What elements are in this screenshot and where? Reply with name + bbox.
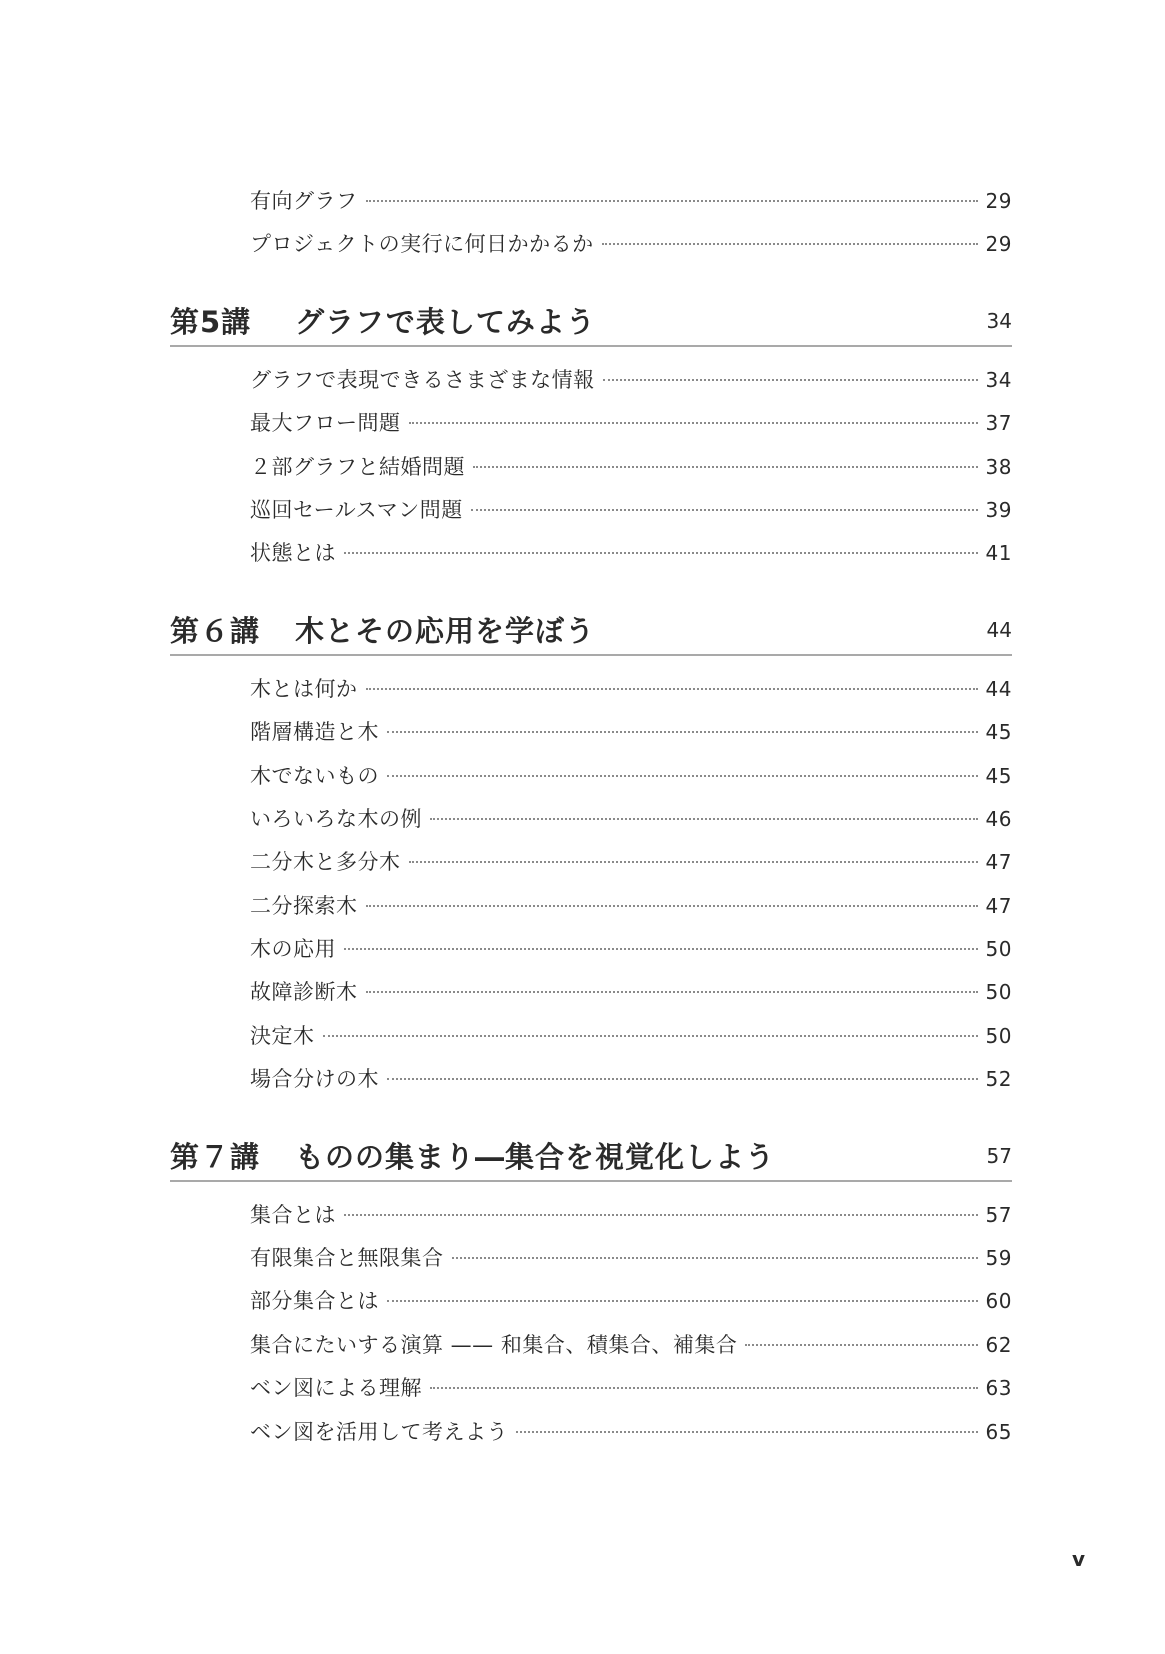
entry-page-number: 29 [985, 232, 1012, 257]
table-of-contents [170, 180, 1012, 1454]
entry-title: 木でないもの [250, 763, 379, 788]
chapter-number: 第5講 [170, 305, 252, 340]
dot-leader [516, 1431, 978, 1433]
spacer [170, 576, 1012, 606]
toc-entry[interactable] [250, 885, 1012, 928]
entry-page-number: 29 [985, 189, 1012, 213]
entry-title: 集合にたいする演算 —— 和集合、積集合、補集合 [250, 1332, 738, 1357]
toc-entry[interactable] [250, 532, 1012, 575]
entry-title: 決定木 [250, 1023, 315, 1048]
entry-title: 二分木と多分木 [250, 850, 401, 875]
toc-entry[interactable] [250, 1367, 1012, 1410]
toc-entry[interactable] [250, 1280, 1012, 1323]
dot-leader [409, 422, 978, 424]
spacer [170, 267, 1012, 297]
toc-entry[interactable] [250, 223, 1012, 266]
dot-leader [602, 243, 978, 245]
chapter-page-number: 34 [986, 308, 1012, 333]
entry-page-number: 45 [985, 763, 1012, 788]
dot-leader [387, 775, 978, 777]
dot-leader [471, 509, 978, 511]
entry-title: いろいろな木の例 [250, 806, 422, 831]
chapter-number: 第７講 [170, 1140, 261, 1175]
toc-entry[interactable] [250, 1411, 1012, 1454]
spacer [170, 1102, 1012, 1132]
page-folio: v [1072, 1547, 1086, 1571]
entry-title: 有限集合と無限集合 [250, 1246, 444, 1271]
dot-leader [366, 200, 978, 202]
toc-entry[interactable] [250, 489, 1012, 532]
chapter-heading[interactable] [170, 1132, 1012, 1182]
toc-entry[interactable] [250, 755, 1012, 798]
toc-entry[interactable] [250, 1058, 1012, 1101]
dot-leader [387, 1300, 978, 1302]
entry-page-number: 60 [985, 1289, 1012, 1314]
entry-title: 故障診断木 [250, 980, 358, 1005]
toc-entry[interactable] [250, 1237, 1012, 1280]
toc-entry[interactable] [250, 711, 1012, 754]
entry-title: ２部グラフと結婚問題 [250, 454, 465, 479]
chapter-page-number: 57 [986, 1143, 1012, 1168]
dot-leader [430, 1387, 978, 1389]
dot-leader [387, 1078, 978, 1080]
toc-entry[interactable] [250, 446, 1012, 489]
entry-title: ベン図を活用して考えよう [250, 1419, 508, 1444]
entry-title: 階層構造と木 [250, 720, 379, 745]
entry-title: 状態とは [250, 541, 336, 566]
dot-leader [745, 1344, 977, 1346]
dot-leader [344, 948, 978, 950]
toc-entry[interactable] [250, 798, 1012, 841]
chapter-title: 木とその応用を学ぼう [295, 614, 596, 649]
entry-page-number: 50 [985, 980, 1012, 1005]
toc-entry[interactable] [250, 180, 1012, 223]
entry-page-number: 50 [985, 937, 1012, 962]
entry-title: ベン図による理解 [250, 1376, 422, 1401]
dot-leader [387, 731, 978, 733]
toc-entry[interactable] [250, 928, 1012, 971]
dot-leader [344, 1214, 978, 1216]
dot-leader [430, 818, 978, 820]
entry-page-number: 38 [985, 454, 1012, 479]
dot-leader [323, 1035, 978, 1037]
entry-page-number: 39 [985, 497, 1012, 522]
entry-title: プロジェクトの実行に何日かかるか [250, 232, 594, 257]
entry-title: 有向グラフ [250, 189, 358, 213]
entry-page-number: 45 [985, 720, 1012, 745]
dot-leader [452, 1257, 978, 1259]
entry-title: グラフで表現できるさまざまな情報 [250, 367, 595, 392]
entry-title: 二分探索木 [250, 893, 358, 918]
entry-title: 巡回セールスマン問題 [250, 497, 463, 522]
chapter-page-number: 44 [986, 617, 1012, 642]
entry-page-number: 62 [985, 1332, 1012, 1357]
entry-title: 木とは何か [250, 676, 358, 701]
entry-page-number: 41 [985, 541, 1012, 566]
entry-page-number: 65 [985, 1419, 1012, 1444]
entry-page-number: 37 [985, 411, 1012, 436]
toc-entry[interactable] [250, 402, 1012, 445]
toc-entry[interactable] [250, 1324, 1012, 1367]
dot-leader [366, 905, 978, 907]
chapter-title: ものの集まり―集合を視覚化しよう [295, 1140, 776, 1175]
entry-page-number: 34 [985, 367, 1012, 392]
toc-entry[interactable] [250, 359, 1012, 402]
chapter-heading[interactable] [170, 606, 1012, 656]
dot-leader [603, 379, 978, 381]
entry-page-number: 59 [985, 1246, 1012, 1271]
toc-entry[interactable] [250, 668, 1012, 711]
entry-page-number: 47 [985, 893, 1012, 918]
dot-leader [409, 861, 978, 863]
entry-page-number: 52 [985, 1067, 1012, 1092]
toc-entry[interactable] [250, 971, 1012, 1014]
chapter-number: 第６講 [170, 614, 261, 649]
toc-entry[interactable] [250, 841, 1012, 884]
entry-title: 集合とは [250, 1202, 336, 1227]
toc-entry[interactable] [250, 1194, 1012, 1237]
entry-page-number: 50 [985, 1023, 1012, 1048]
entry-page-number: 57 [985, 1202, 1012, 1227]
entry-page-number: 47 [985, 850, 1012, 875]
dot-leader [366, 991, 978, 993]
entry-page-number: 44 [985, 676, 1012, 701]
chapter-title: グラフで表してみよう [295, 305, 596, 340]
dot-leader [473, 466, 978, 468]
dot-leader [366, 688, 978, 690]
entry-title: 最大フロー問題 [250, 411, 401, 436]
dot-leader [344, 552, 978, 554]
entry-title: 部分集合とは [250, 1289, 379, 1314]
entry-page-number: 63 [985, 1376, 1012, 1401]
entry-title: 木の応用 [250, 937, 336, 962]
chapter-heading[interactable] [170, 297, 1012, 347]
entry-page-number: 46 [985, 806, 1012, 831]
entry-title: 場合分けの木 [250, 1067, 379, 1092]
toc-entry[interactable] [250, 1015, 1012, 1058]
